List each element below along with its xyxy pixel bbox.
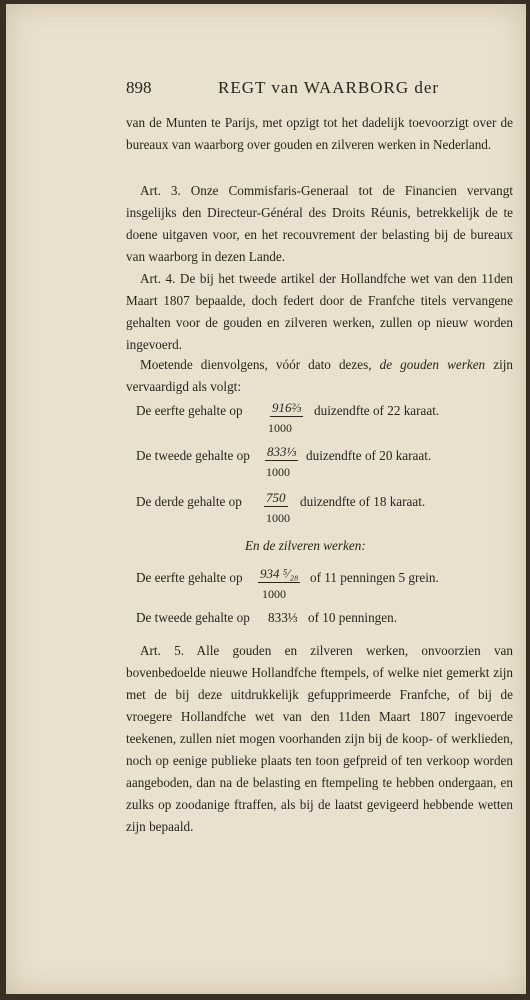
gold-intro-italic: de gouden werken	[379, 357, 486, 372]
silver-entry-denominator: 1000	[262, 587, 286, 601]
gold-entry-numerator: 833⅓	[267, 444, 297, 459]
gold-entry-denominator: 1000	[268, 421, 292, 435]
gold-entry-label: De derde gehalte op	[136, 494, 242, 509]
gold-entry-denominator: 1000	[266, 465, 290, 479]
paragraph-article-3: Art. 3. Onze Commisfaris-Generaal tot de Financien vervangt insgelijks den Directeur-Général des Droits Réunis, betrekkelijk de te doene uitgaven voor, en het recouvrement der belasting bij de bureaux van waarborg in dezen Lande.	[126, 183, 513, 264]
gold-entry-label: De tweede gehalte op	[136, 448, 250, 463]
gold-entry-label: De eerfte gehalte op	[136, 403, 243, 418]
gold-entry-denominator: 1000	[266, 511, 290, 525]
paragraph-article-5: Art. 5. Alle gouden en zilveren werken, onvoorzien van bovenbedoelde nieuwe Hollandfche ftempels, of welke niet gemerkt zijn met de bij deze uitdrukkelijk gefupprimeerde Franfche, of bij de vroegere Hollandfche wet van den 11den Maart 1807 ingevoerde teekenen, zullen niet mogen voorhanden zijn bij de koop- of werklieden, noch op eenige publieke plaats ten toon gefpreid of ten verkoop worden aangeboden, dan na de belasting en ftempeling te hebben ondergaan, en zulks op zoodanige ftraffen, als bij de laatst gevigeerd hebbende wetten zijn bepaald.	[126, 643, 513, 834]
silver-entry-label: De eerfte gehalte op	[136, 570, 243, 585]
gold-entry-numerator: 750	[266, 490, 286, 505]
silver-entry-numerator: 934 ⁵⁄₂₈	[260, 566, 299, 581]
silver-entry-label: De tweede gehalte op	[136, 610, 250, 625]
silver-entry-suffix: of 10 penningen.	[308, 610, 397, 625]
silver-heading: En de zilveren werken:	[245, 538, 366, 553]
silver-entry-suffix: of 11 penningen 5 grein.	[310, 570, 439, 585]
paragraph-continuation: van de Munten te Parijs, met opzigt tot het dadelijk toevoorzigt over de bureaux van waarborg over gouden en zilveren werken in Nederland.	[126, 115, 513, 152]
paragraph-article-4: Art. 4. De bij het tweede artikel der Hollandfche wet van den 11den Maart 1807 bepaalde, doch federt door de Franfche titels vervangene gehalten voor de gouden en zilveren werken, zullen op nieuw worden ingevoerd.	[126, 271, 513, 352]
gold-entry-suffix: duizendfte of 22 karaat.	[314, 403, 440, 418]
paragraph-gold-intro	[126, 354, 513, 398]
gold-intro-end: zijn vervaardigd als volgt:	[126, 357, 514, 394]
silver-entry-value: 833⅓	[268, 610, 298, 625]
running-head: REGT van WAARBORG der	[218, 78, 440, 97]
gold-entry-suffix: duizendfte of 20 karaat.	[306, 448, 432, 463]
page-header	[126, 78, 513, 100]
page-number: 898	[126, 78, 152, 97]
gold-intro-start: Moetende dienvolgens, vóór dato dezes,	[140, 357, 372, 372]
gold-entry-suffix: duizendfte of 18 karaat.	[300, 494, 426, 509]
gold-entry-numerator: 916⅔	[272, 400, 302, 415]
